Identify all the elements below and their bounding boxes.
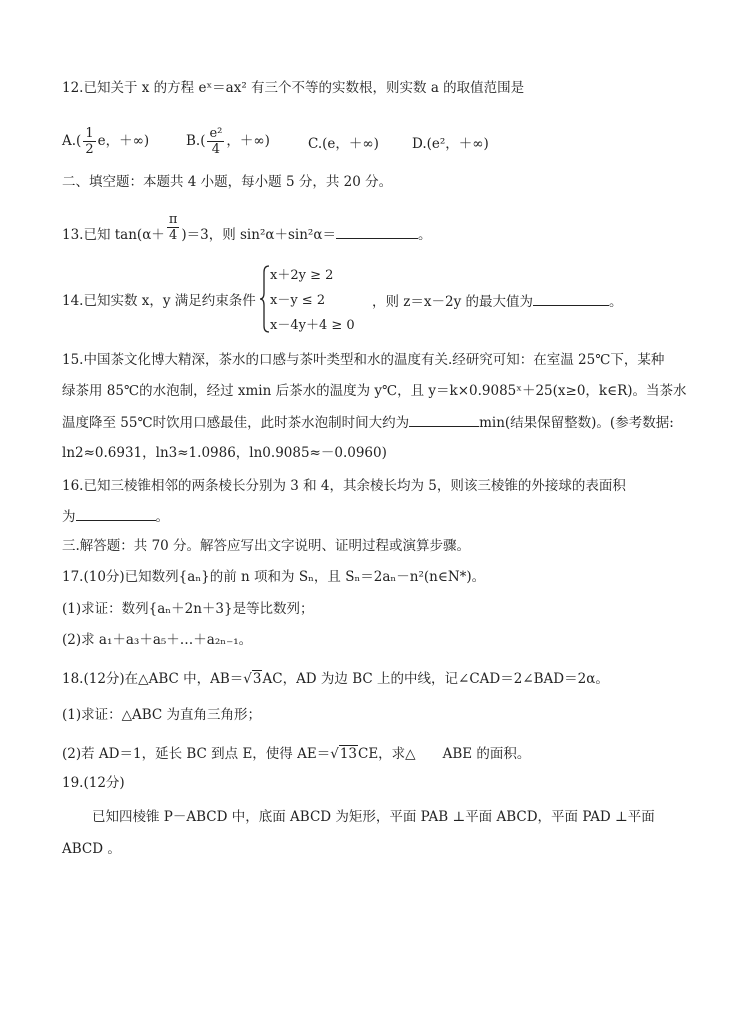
q19-line-1: 已知四棱锥 P－ABCD 中，底面 ABCD 为矩形，平面 PAB ⊥平面 ABCD，平面 PAD ⊥平面: [92, 809, 655, 825]
constraint-system: [258, 264, 368, 334]
q18-part-2: [62, 744, 530, 764]
q19-heading: 19.(12分): [62, 775, 125, 791]
q15-line-3: [62, 412, 674, 433]
q18-part-1: (1)求证：△ABC 为直角三角形；: [62, 707, 262, 723]
q14-suffix: ，则 z＝x－2y 的最大值为: [372, 294, 534, 310]
q12-option-a: A.( $\frac{1}{2}$ e，＋∞): [62, 126, 150, 157]
section-heading-fill-in: 二、填空题：本题共 4 小题，每小题 5 分，共 20 分。: [62, 174, 393, 190]
q15-line-2: 绿茶用 85℃的水泡制，经过 xmin 后茶水的温度为 y℃，且 y＝k×0.9085ˣ＋25(x≥0，k∈R)。当茶水: [62, 383, 687, 399]
q14-suffix-line: [372, 291, 623, 312]
q18-stem: [62, 669, 609, 689]
q17-part-2: (2)求 a₁＋a₃＋a₅＋…＋a₂ₙ₋₁。: [62, 632, 253, 648]
q14-prefix: 14.已知实数 x，y 满足约束条件: [62, 293, 256, 309]
q16-line-1: 16.已知三棱锥相邻的两条棱长分别为 3 和 4，其余棱长均为 5，则该三棱锥的外接球的表面积: [62, 478, 626, 494]
q13: [62, 212, 431, 252]
q14-end: 。: [609, 294, 623, 310]
answer-blank: [533, 291, 609, 306]
sqrt-expression: √13: [330, 746, 357, 762]
q13-end: 。: [417, 227, 432, 243]
q16-line-2-pre: 为: [62, 509, 76, 525]
q18-part-2-post: CE，求△ ABE 的面积。: [358, 746, 531, 762]
q12-options: [62, 118, 662, 158]
q13-suffix: )＝3，则 sin²α＋sin²α＝: [181, 227, 336, 243]
q15-line-3-post: min(结果保留整数)。(参考数据:: [479, 415, 674, 431]
q12-option-d: D.(e²，＋∞): [412, 136, 489, 152]
answer-blank: [336, 224, 418, 239]
answer-blank: [409, 412, 479, 427]
q15-line-4: ln2≈0.6931，ln3≈1.0986，ln0.9085≈－0.0960): [62, 445, 387, 461]
q15-line-1: 15.中国茶文化博大精深，茶水的口感与茶叶类型和水的温度有关.经研究可知：在室温 25℃下，某种: [62, 352, 665, 368]
q13-prefix: 13.已知 tan(α＋: [62, 227, 165, 243]
constraint-2: x－y ≤ 2: [270, 293, 326, 308]
q16-line-2-post: 。: [155, 509, 169, 525]
q19-line-2: ABCD 。: [62, 841, 121, 857]
q16-line-2: [62, 506, 169, 527]
q18-stem-post: AC，AD 为边 BC 上的中线，记∠CAD＝2∠BAD＝2α。: [262, 671, 609, 687]
fraction: $\frac{\text{e²}}{4}$: [209, 126, 223, 157]
answer-blank: [76, 506, 156, 521]
constraint-1: x＋2y ≥ 2: [270, 268, 334, 283]
fraction: $\frac{\pi}{4}$: [168, 212, 178, 243]
q12-stem: 12.已知关于 x 的方程 eˣ＝ax² 有三个不等的实数根，则实数 a 的取值范围是: [62, 80, 525, 96]
q12-option-b: B.( $\frac{\text{e²}}{4}$ ，＋∞): [186, 126, 270, 157]
section-heading-answers: 三.解答题：共 70 分。解答应写出文字说明、证明过程或演算步骤。: [62, 538, 471, 554]
q12-option-c: C.(e，＋∞): [308, 136, 379, 152]
q18-part-2-pre: (2)若 AD＝1，延长 BC 到点 E，使得 AE＝: [62, 746, 331, 762]
q18-stem-pre: 18.(12分)在△ABC 中，AB＝: [62, 671, 244, 687]
q17-stem: 17.(10分)已知数列{aₙ}的前 n 项和为 Sₙ，且 Sₙ＝2aₙ－n²(n∈N*)。: [62, 569, 486, 585]
constraint-3: x－4y＋4 ≥ 0: [270, 318, 355, 333]
sqrt-expression: √3: [243, 671, 262, 687]
fraction: $\frac{1}{2}$: [85, 126, 94, 157]
q17-part-1: (1)求证：数列{aₙ＋2n＋3}是等比数列；: [62, 601, 314, 617]
q15-line-3-pre: 温度降至 55℃时饮用口感最佳，此时茶水泡制时间大约为: [62, 415, 410, 431]
